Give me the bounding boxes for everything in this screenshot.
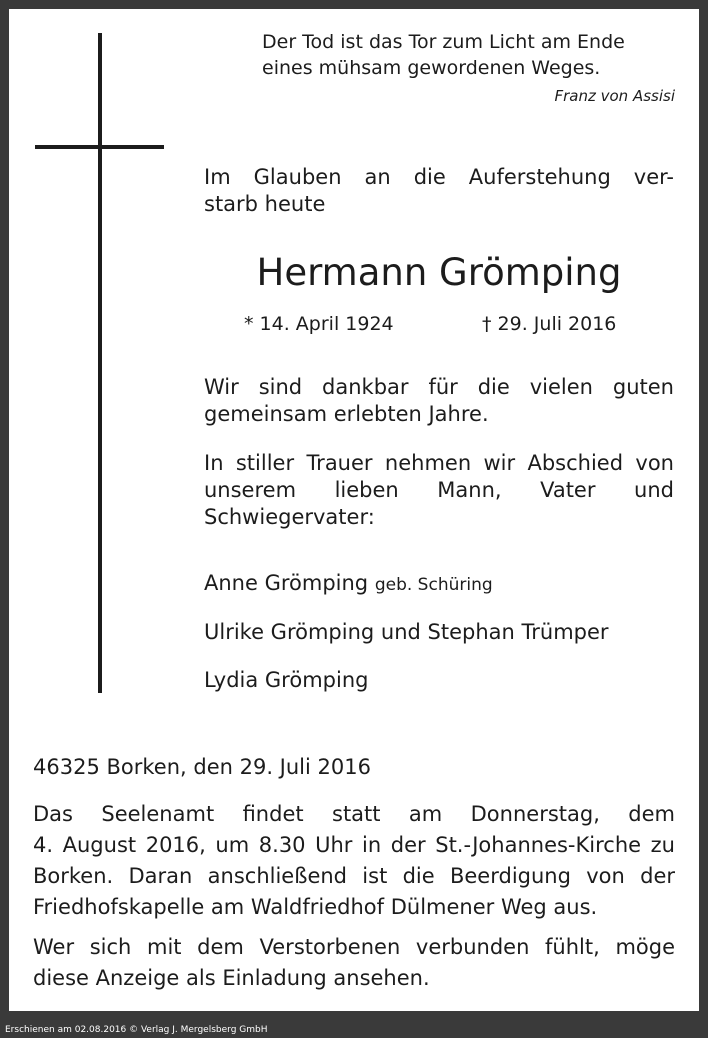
quote-line: Der Tod ist das Tor zum Licht am Ende <box>262 31 625 53</box>
funeral-text <box>33 799 675 923</box>
mourner-name <box>204 571 493 595</box>
invitation-line: Wer sich mit dem Verstorbenen verbunden fühlt, möge <box>33 935 675 959</box>
gratitude-line: Wir sind dankbar für die vielen guten <box>204 375 674 399</box>
invitation-line: diese Anzeige als Einladung ansehen. <box>33 966 430 990</box>
mourner-nee: geb. Schüring <box>374 575 493 595</box>
mourner-name-text: Ulrike Grömping und Stephan Trümper <box>204 620 609 644</box>
intro-text <box>204 164 674 218</box>
birth-date: * 14. April 1924 <box>244 313 394 335</box>
gratitude-text <box>204 374 674 428</box>
funeral-line: Friedhofskapelle am Waldfriedhof Dülmener Weg aus. <box>33 895 598 919</box>
deceased-name: Hermann Grömping <box>256 251 622 294</box>
publication-note: Erschienen am 02.08.2016 © Verlag J. Mergelsberg GmbH <box>5 1025 268 1035</box>
place-date <box>33 752 675 783</box>
quote <box>262 29 675 81</box>
intro-line: starb heute <box>204 192 326 216</box>
funeral-line: Borken. Daran anschließend ist die Beerdigung von der <box>33 864 675 888</box>
place-date-text: 46325 Borken, den 29. Juli 2016 <box>33 755 371 779</box>
funeral-line: Das Seelenamt findet statt am Donnerstag, dem <box>33 802 675 826</box>
funeral-line: 4. August 2016, um 8.30 Uhr in der St.-Johannes-Kirche zu <box>33 833 675 857</box>
farewell-line: In stiller Trauer nehmen wir Abschied von <box>204 451 674 475</box>
farewell-line: unserem lieben Mann, Vater und <box>204 478 674 502</box>
mourner-name <box>204 620 609 644</box>
cross-icon-beam <box>35 145 164 149</box>
invitation-text <box>33 932 675 994</box>
cross-icon <box>98 33 102 693</box>
quote-line: eines mühsam gewordenen Weges. <box>262 57 601 79</box>
mourner-name-text: Anne Grömping <box>204 571 369 595</box>
farewell-text <box>204 450 674 531</box>
farewell-line: Schwiegervater: <box>204 505 375 529</box>
quote-author: Franz von Assisi <box>554 87 675 105</box>
mourner-name <box>204 668 368 692</box>
gratitude-line: gemeinsam erlebten Jahre. <box>204 402 489 426</box>
mourner-name-text: Lydia Grömping <box>204 668 369 692</box>
death-date: † 29. Juli 2016 <box>482 313 617 335</box>
intro-line: Im Glauben an die Auferstehung ver- <box>204 165 674 189</box>
